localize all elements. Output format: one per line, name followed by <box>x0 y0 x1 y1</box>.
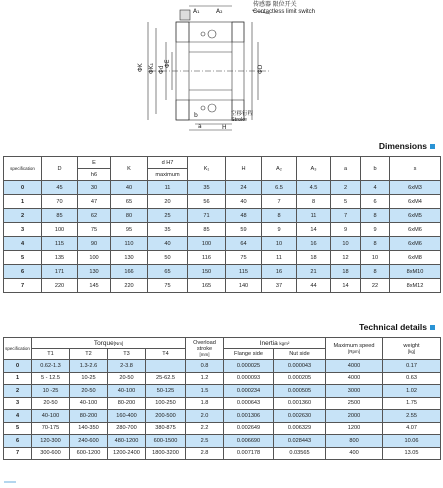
cell-K: 65 <box>111 195 148 209</box>
cell-D: 220 <box>42 279 78 293</box>
cell-T4: 50-125 <box>146 385 186 398</box>
cell-weight: 1.02 <box>383 385 441 398</box>
cell-A2: 7 <box>262 195 297 209</box>
cell-A3: 4.5 <box>297 181 331 195</box>
sensor-label-en: Contactless limit switch <box>253 9 316 15</box>
cell-K1: 150 <box>188 265 226 279</box>
cell-spec: 6 <box>4 435 32 448</box>
dimensions-table <box>3 156 441 293</box>
cell-K1: 85 <box>188 223 226 237</box>
dim-a2: A₂ <box>216 8 223 15</box>
dim-a: a <box>198 123 202 130</box>
cell-T2: 40-100 <box>70 397 108 410</box>
cell-speed: 2000 <box>326 410 383 423</box>
cell-nut: 0.006329 <box>274 422 326 435</box>
cell-E: 47 <box>78 195 111 209</box>
cell-H: 115 <box>226 265 262 279</box>
cell-K1: 116 <box>188 251 226 265</box>
cell-H: 40 <box>226 195 262 209</box>
cell-H: 140 <box>226 279 262 293</box>
cell-s: 6xM3 <box>390 181 441 195</box>
dim-header-E: E <box>78 157 111 169</box>
cell-b: 10 <box>361 251 390 265</box>
dim-header-K: K <box>111 157 148 181</box>
dim-header-spec: specification <box>4 157 42 181</box>
cell-T4 <box>146 360 186 373</box>
cell-a: 5 <box>331 195 361 209</box>
cell-T2: 240-600 <box>70 435 108 448</box>
cell-spec: 5 <box>4 422 32 435</box>
dim-D: ΦD <box>257 64 264 74</box>
cell-E: 145 <box>78 279 111 293</box>
cell-speed: 2500 <box>326 397 383 410</box>
cell-spec: 1 <box>4 195 42 209</box>
cell-E: 75 <box>78 223 111 237</box>
cell-T4: 100-250 <box>146 397 186 410</box>
tech-header-overload-unit: [mm] <box>199 351 210 357</box>
tech-header-weight-unit: [kg] <box>407 348 416 354</box>
cell-b: 22 <box>361 279 390 293</box>
cell-K: 166 <box>111 265 148 279</box>
cell-D: 85 <box>42 209 78 223</box>
cell-A3: 16 <box>297 237 331 251</box>
cell-T2: 10-25 <box>70 372 108 385</box>
dim-header-a: a <box>331 157 361 181</box>
cell-H: 24 <box>226 181 262 195</box>
table-row <box>4 251 441 265</box>
square-icon <box>430 325 435 330</box>
cell-spec: 2 <box>4 209 42 223</box>
table-row <box>4 360 441 373</box>
cell-T3: 80-200 <box>108 397 146 410</box>
cell-T3: 280-700 <box>108 422 146 435</box>
cell-b: 9 <box>361 223 390 237</box>
cell-flange: 0.006690 <box>224 435 274 448</box>
cell-H: 75 <box>226 251 262 265</box>
cell-a: 18 <box>331 265 361 279</box>
cell-T4: 600-1500 <box>146 435 186 448</box>
technical-title <box>359 322 435 332</box>
cell-b: 6 <box>361 195 390 209</box>
cell-H: 48 <box>226 209 262 223</box>
drawing-svg <box>0 0 443 135</box>
table-row <box>4 265 441 279</box>
cell-K1: 71 <box>188 209 226 223</box>
dim-e: ΦE <box>164 59 171 68</box>
cell-d: 11 <box>148 181 188 195</box>
dim-header-D: D <box>42 157 78 181</box>
cell-K: 220 <box>111 279 148 293</box>
cell-stroke: 2.8 <box>186 447 224 460</box>
cell-A2: 37 <box>262 279 297 293</box>
cell-K: 110 <box>111 237 148 251</box>
cell-T3: 1200-2400 <box>108 447 146 460</box>
cell-flange: 0.000643 <box>224 397 274 410</box>
cell-spec: 0 <box>4 181 42 195</box>
cell-T1: 20-50 <box>32 397 70 410</box>
table-row <box>4 279 441 293</box>
cell-spec: 3 <box>4 223 42 237</box>
dim-header-d-sub: maximum <box>148 169 188 181</box>
cell-b: 8 <box>361 265 390 279</box>
cell-a: 12 <box>331 251 361 265</box>
tech-header-torque <box>32 338 186 349</box>
cell-d: 75 <box>148 279 188 293</box>
tech-header-inertia <box>224 338 326 349</box>
cell-A2: 6.5 <box>262 181 297 195</box>
cell-spec: 6 <box>4 265 42 279</box>
table-row <box>4 181 441 195</box>
cell-spec: 7 <box>4 279 42 293</box>
cell-speed: 1200 <box>326 422 383 435</box>
cell-stroke: 0.8 <box>186 360 224 373</box>
cell-T1: 40-100 <box>32 410 70 423</box>
cell-spec: 5 <box>4 251 42 265</box>
cell-A3: 21 <box>297 265 331 279</box>
tech-header-weight-label: weight <box>403 342 420 349</box>
cell-A2: 10 <box>262 237 297 251</box>
cell-flange: 0.001306 <box>224 410 274 423</box>
cell-spec: 0 <box>4 360 32 373</box>
cell-speed: 4000 <box>326 372 383 385</box>
dim-k1: ΦK₁ <box>148 62 155 74</box>
cell-T4: 1800-3200 <box>146 447 186 460</box>
cell-stroke: 2.0 <box>186 410 224 423</box>
cell-T1: 120-300 <box>32 435 70 448</box>
cell-flange: 0.000093 <box>224 372 274 385</box>
dimensions-title-text: Dimensions <box>378 141 427 151</box>
cell-a: 14 <box>331 279 361 293</box>
cell-A3: 8 <box>297 195 331 209</box>
tech-header-torque-unit: [Nm] <box>113 340 124 346</box>
cell-d: 25 <box>148 209 188 223</box>
stroke-label <box>231 111 253 123</box>
cell-nut: 0.002630 <box>274 410 326 423</box>
cell-weight: 1.75 <box>383 397 441 410</box>
table-row <box>4 372 441 385</box>
cell-spec: 2 <box>4 385 32 398</box>
cell-stroke: 1.5 <box>186 385 224 398</box>
cell-D: 45 <box>42 181 78 195</box>
cell-E: 30 <box>78 181 111 195</box>
cell-T2: 80-200 <box>70 410 108 423</box>
cell-K: 130 <box>111 251 148 265</box>
cell-d: 40 <box>148 237 188 251</box>
cell-E: 100 <box>78 251 111 265</box>
dim-b: b <box>194 112 198 119</box>
tech-header-T3: T3 <box>108 349 146 360</box>
cell-s: 6xM5 <box>390 209 441 223</box>
corner-mark <box>4 480 16 484</box>
cell-a: 7 <box>331 209 361 223</box>
cell-K: 40 <box>111 181 148 195</box>
cell-s: 6xM6 <box>390 237 441 251</box>
cell-T1: 300-600 <box>32 447 70 460</box>
table-row <box>4 410 441 423</box>
cell-spec: 3 <box>4 397 32 410</box>
cell-K1: 100 <box>188 237 226 251</box>
table-row <box>4 435 441 448</box>
cell-A2: 16 <box>262 265 297 279</box>
tech-header-speed-label: Maximum speed <box>333 342 375 349</box>
cell-T2: 20-50 <box>70 385 108 398</box>
stroke-label-cn: 空移行程 <box>231 111 254 117</box>
cell-nut: 0.000205 <box>274 372 326 385</box>
dim-header-d: d H7 <box>148 157 188 169</box>
dim-header-A3: A₃ <box>297 157 331 181</box>
tech-header-speed-unit: [Rpm] <box>348 348 361 354</box>
dimensions-title <box>379 141 435 151</box>
cell-E: 130 <box>78 265 111 279</box>
cell-A3: 18 <box>297 251 331 265</box>
table-row <box>4 447 441 460</box>
cell-D: 135 <box>42 251 78 265</box>
technical-table <box>3 337 441 460</box>
cell-weight: 0.17 <box>383 360 441 373</box>
cell-E: 90 <box>78 237 111 251</box>
table-row <box>4 422 441 435</box>
cell-T1: 10 -25 <box>32 385 70 398</box>
cell-K1: 165 <box>188 279 226 293</box>
dim-header-s: s <box>390 157 441 181</box>
cell-A2: 8 <box>262 209 297 223</box>
cell-A3: 11 <box>297 209 331 223</box>
cell-nut: 0.028443 <box>274 435 326 448</box>
table-row <box>4 195 441 209</box>
tech-header-weight <box>383 338 441 360</box>
cell-stroke: 1.8 <box>186 397 224 410</box>
cell-flange: 0.007178 <box>224 447 274 460</box>
cell-a: 9 <box>331 223 361 237</box>
tech-header-T1: T1 <box>32 349 70 360</box>
sensor-label-cn: 传感器 限位开关 <box>253 2 297 8</box>
cell-D: 115 <box>42 237 78 251</box>
cell-T1: 5 - 12.5 <box>32 372 70 385</box>
cell-spec: 1 <box>4 372 32 385</box>
cell-D: 100 <box>42 223 78 237</box>
cell-T2: 1.3-2.6 <box>70 360 108 373</box>
cell-spec: 4 <box>4 237 42 251</box>
cell-nut: 0.03565 <box>274 447 326 460</box>
cell-H: 59 <box>226 223 262 237</box>
cell-d: 20 <box>148 195 188 209</box>
cell-s: 8xM12 <box>390 279 441 293</box>
cell-T3: 40-100 <box>108 385 146 398</box>
cell-E: 62 <box>78 209 111 223</box>
tech-header-overload-label: Overload stroke <box>193 339 216 352</box>
tech-header-nut: Nut side <box>274 349 326 360</box>
cell-d: 50 <box>148 251 188 265</box>
tech-header-T2: T2 <box>70 349 108 360</box>
dimensions-table-body <box>4 181 441 293</box>
cell-d: 65 <box>148 265 188 279</box>
cell-A3: 14 <box>297 223 331 237</box>
cell-weight: 0.63 <box>383 372 441 385</box>
cell-nut: 0.000505 <box>274 385 326 398</box>
cell-s: 6xM8 <box>390 251 441 265</box>
cell-speed: 3000 <box>326 385 383 398</box>
technical-drawing <box>0 0 443 135</box>
cell-b: 4 <box>361 181 390 195</box>
cell-stroke: 2.5 <box>186 435 224 448</box>
dim-header-E-sub: h6 <box>78 169 111 181</box>
cell-T3: 2-3.8 <box>108 360 146 373</box>
cell-stroke: 1.2 <box>186 372 224 385</box>
cell-A3: 44 <box>297 279 331 293</box>
cell-D: 70 <box>42 195 78 209</box>
cell-H: 64 <box>226 237 262 251</box>
cell-T2: 140-350 <box>70 422 108 435</box>
cell-T1: 70-175 <box>32 422 70 435</box>
cell-weight: 13.05 <box>383 447 441 460</box>
table-row <box>4 223 441 237</box>
cell-flange: 0.000025 <box>224 360 274 373</box>
cell-T3: 160-400 <box>108 410 146 423</box>
cell-d: 35 <box>148 223 188 237</box>
square-icon <box>430 144 435 149</box>
cell-T3: 480-1200 <box>108 435 146 448</box>
stroke-label-en: Stroke <box>231 117 247 123</box>
cell-T4: 380-875 <box>146 422 186 435</box>
cell-b: 8 <box>361 237 390 251</box>
cell-stroke: 2.2 <box>186 422 224 435</box>
cell-spec: 4 <box>4 410 32 423</box>
cell-weight: 2.55 <box>383 410 441 423</box>
tech-header-torque-label: Torque <box>93 339 114 347</box>
cell-K: 95 <box>111 223 148 237</box>
dim-h: H <box>222 124 227 131</box>
dim-d: Φd <box>158 65 165 74</box>
cell-spec: 7 <box>4 447 32 460</box>
cell-flange: 0.002649 <box>224 422 274 435</box>
cell-T2: 600-1200 <box>70 447 108 460</box>
cell-speed: 4000 <box>326 360 383 373</box>
cell-K1: 56 <box>188 195 226 209</box>
tech-header-speed <box>326 338 383 360</box>
cell-T3: 20-50 <box>108 372 146 385</box>
technical-table-body <box>4 360 441 460</box>
cell-T4: 200-500 <box>146 410 186 423</box>
tech-header-flange: Flange side <box>224 349 274 360</box>
sensor-label <box>253 2 315 16</box>
tech-header-inertia-label: Inertia <box>259 339 278 347</box>
tech-header-spec: specification <box>4 338 32 360</box>
dim-a1: A₁ <box>193 8 200 15</box>
table-row <box>4 385 441 398</box>
tech-header-inertia-unit: kgm² <box>279 340 290 346</box>
dim-k: ΦK <box>137 63 144 72</box>
dim-header-K1: K₁ <box>188 157 226 181</box>
cell-D: 171 <box>42 265 78 279</box>
cell-K1: 35 <box>188 181 226 195</box>
dim-header-H: H <box>226 157 262 181</box>
cell-speed: 800 <box>326 435 383 448</box>
table-row <box>4 209 441 223</box>
cell-a: 2 <box>331 181 361 195</box>
cell-T4: 25-62.5 <box>146 372 186 385</box>
table-row <box>4 397 441 410</box>
cell-s: 6xM6 <box>390 223 441 237</box>
cell-K: 80 <box>111 209 148 223</box>
technical-title-text: Technical details <box>359 322 427 332</box>
cell-A2: 11 <box>262 251 297 265</box>
cell-s: 8xM10 <box>390 265 441 279</box>
dim-header-A2: A₂ <box>262 157 297 181</box>
cell-flange: 0.000234 <box>224 385 274 398</box>
table-row <box>4 237 441 251</box>
cell-nut: 0.000043 <box>274 360 326 373</box>
cell-speed: 400 <box>326 447 383 460</box>
dim-header-b: b <box>361 157 390 181</box>
cell-b: 8 <box>361 209 390 223</box>
cell-T1: 0.62-1.3 <box>32 360 70 373</box>
tech-header-T4: T4 <box>146 349 186 360</box>
cell-s: 6xM4 <box>390 195 441 209</box>
cell-a: 10 <box>331 237 361 251</box>
cell-weight: 4.07 <box>383 422 441 435</box>
tech-header-overload <box>186 338 224 360</box>
cell-nut: 0.001360 <box>274 397 326 410</box>
cell-A2: 9 <box>262 223 297 237</box>
cell-weight: 10.06 <box>383 435 441 448</box>
